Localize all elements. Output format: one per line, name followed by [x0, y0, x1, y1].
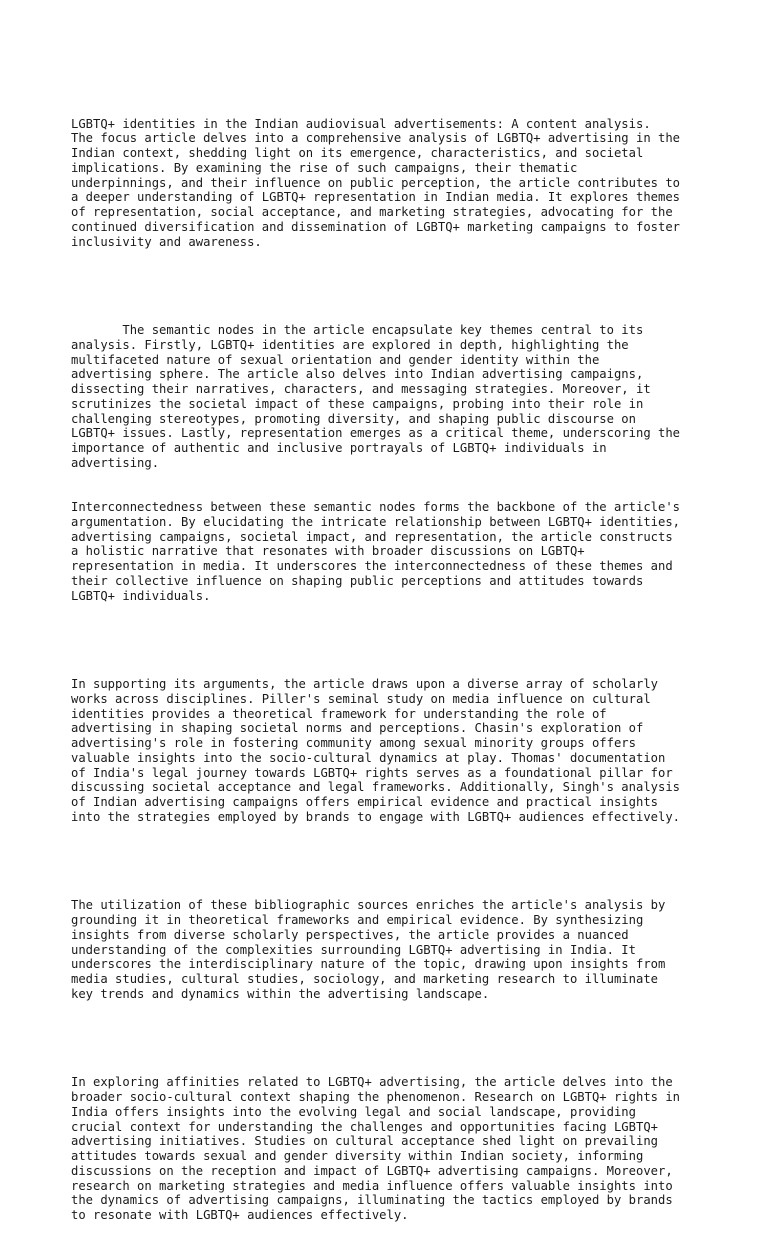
paragraph-spacer	[71, 279, 711, 294]
paragraph-spacer	[71, 854, 711, 869]
paragraph-interconnectedness: Interconnectedness between these semantic nodes forms the backbone of the article's argumentation. By elucidating the intricate relationship between LGBTQ+ identities, advertising campaigns, societal impact, and representation, the article constructs a holistic narrative that resonates with broader discussions on LGBTQ+ representation in media. It underscores the interconnectedness of these themes and their collective influence on shaping public perceptions and attitudes towards LGBTQ+ individuals.	[71, 500, 681, 603]
paragraph-spacer	[71, 633, 711, 648]
paragraph-affinities: In exploring affinities related to LGBTQ+ advertising, the article delves into the broader socio-cultural context shaping the phenomenon. Research on LGBTQ+ rights in India offers insights into the evolving legal and social landscape, providing crucial context for understanding the challenges and opportunities facing LGBTQ+ advertising initiatives. Studies on cultural acceptance shed light on prevailing attitudes towards sexual and gender diversity within Indian society, informing discussions on the reception and impact of LGBTQ+ advertising campaigns. Moreover, research on marketing strategies and media influence offers valuable insights into the dynamics of advertising campaigns, illuminating the tactics employed by brands to resonate with LGBTQ+ audiences effectively.	[71, 1075, 681, 1222]
paragraph-bibliographic-sources: The utilization of these bibliographic sources enriches the article's analysis by grounding it in theoretical frameworks and empirical evidence. By synthesizing insights from diverse scholarly perspectives, the article provides a nuanced understanding of the complexities surrounding LGBTQ+ advertising in India. It underscores the interdisciplinary nature of the topic, drawing upon insights from media studies, cultural studies, sociology, and marketing research to illuminate key trends and dynamics within the advertising landscape.	[71, 898, 666, 1001]
paragraph-intro: LGBTQ+ identities in the Indian audiovisual advertisements: A content analysis. The focus article delves into a comprehensive analysis of LGBTQ+ advertising in the Indian context, shedding light on its emergence, characteristics, and societal implications. By examining the rise of such campaigns, their thematic underpinnings, and their influence on public perception, the article contributes to a deeper understanding of LGBTQ+ representation in Indian media. It explores themes of representation, social acceptance, and marketing strategies, advocating for the continued diversification and dissemination of LGBTQ+ marketing campaigns to foster inclusivity and awareness.	[71, 116, 681, 249]
document-body	[71, 87, 711, 1252]
paragraph-scholarly-works: In supporting its arguments, the article draws upon a diverse array of scholarly works across disciplines. Piller's seminal study on media influence on cultural identities provides a theoretical framework for understanding the role of advertising in shaping societal norms and perceptions. Chasin's exploration of advertising's role in fostering community among sexual minority groups offers valuable insights into the socio-cultural dynamics at play. Thomas' documentation of India's legal journey towards LGBTQ+ rights serves as a foundational pillar for discussing societal acceptance and legal frameworks. Additionally, Singh's analysis of Indian advertising campaigns offers empirical evidence and practical insights into the strategies employed by brands to engage with LGBTQ+ audiences effectively.	[71, 677, 681, 824]
paragraph-semantic-nodes: The semantic nodes in the article encapsulate key themes central to its analysis. Firstly, LGBTQ+ identities are explored in depth, highlighting the multifaceted nature of sexual orientation and gender identity within the advertising sphere. The article also delves into Indian advertising campaigns, dissecting their narratives, characters, and messaging strategies. Moreover, it scrutinizes the societal impact of these campaigns, probing into their role in challenging stereotypes, promoting diversity, and shaping public discourse on LGBTQ+ issues. Lastly, representation emerges as a critical theme, underscoring the importance of authentic and inclusive portrayals of LGBTQ+ individuals in advertising.	[71, 323, 681, 470]
paragraph-spacer	[71, 1031, 711, 1046]
